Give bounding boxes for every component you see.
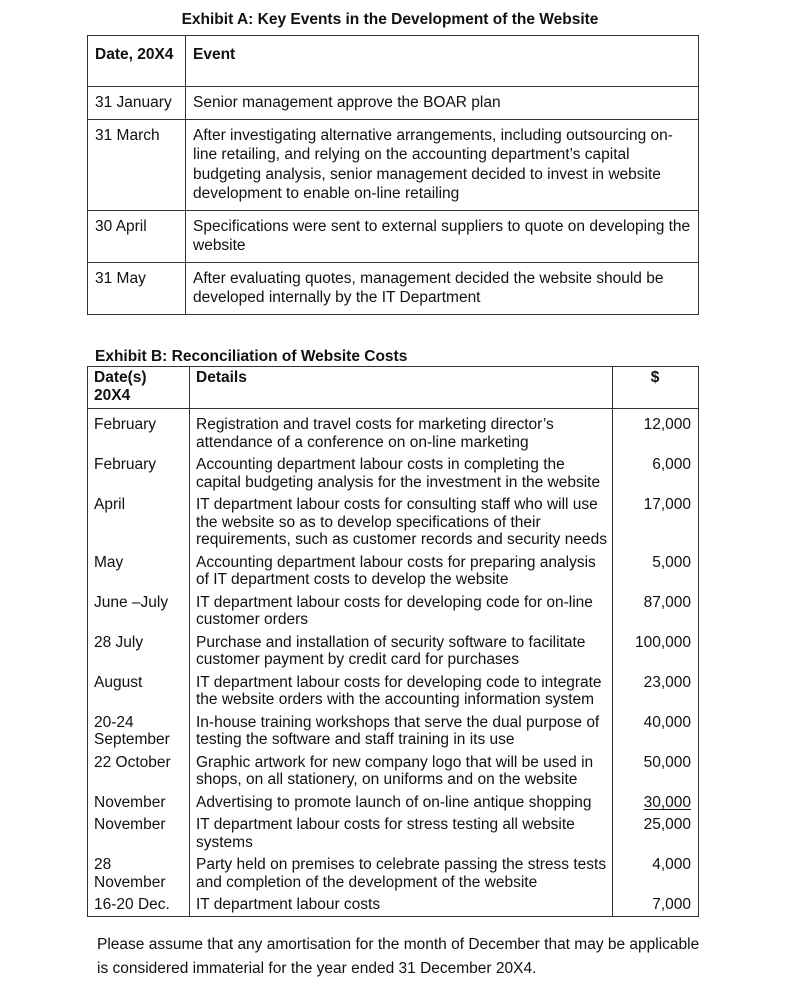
event-text: Senior management approve the BOAR plan: [186, 87, 699, 120]
header-dates: Date(s) 20X4: [88, 367, 190, 409]
cost-details: Party held on premises to celebrate passing the stress tests and completion of the development of the website: [190, 853, 613, 893]
cost-details: IT department labour costs for developing code to integrate the website orders with the accounting information system: [190, 671, 613, 711]
exhibit-a-table: [87, 35, 699, 315]
event-text: After evaluating quotes, management decided the website should be developed internally by the IT Department: [186, 262, 699, 314]
table-row: [88, 87, 699, 120]
cost-details: Registration and travel costs for marketing director’s attendance of a conference on on-line marketing: [190, 409, 613, 454]
header-details: Details: [190, 367, 613, 409]
cost-date: 16-20 Dec.: [88, 893, 190, 916]
cost-details: IT department labour costs for developing code for on-line customer orders: [190, 591, 613, 631]
table-header-row: [88, 36, 699, 87]
cost-details: Accounting department labour costs for preparing analysis of IT department costs to develop the website: [190, 551, 613, 591]
table-row: [88, 791, 699, 814]
cost-date: February: [88, 453, 190, 493]
exhibit-b-table: [87, 366, 699, 917]
table-row: [88, 813, 699, 853]
cost-amount: 7,000: [613, 893, 699, 916]
cost-date: 20-24 September: [88, 711, 190, 751]
cost-date: November: [88, 791, 190, 814]
table-row: [88, 119, 699, 210]
cost-details: Advertising to promote launch of on-line antique shopping: [190, 791, 613, 814]
table-row: [88, 262, 699, 314]
table-row: [88, 210, 699, 262]
table-row: [88, 711, 699, 751]
cost-date: 22 October: [88, 751, 190, 791]
table-row: [88, 591, 699, 631]
cost-date: August: [88, 671, 190, 711]
event-date: 31 March: [88, 119, 186, 210]
footnote: Please assume that any amortisation for the month of December that may be applicable is considered immaterial for the year ended 31 December 20X4.: [97, 936, 700, 977]
table-row: [88, 453, 699, 493]
cost-amount: 17,000: [613, 493, 699, 551]
cost-amount: 50,000: [613, 751, 699, 791]
cost-details: In-house training workshops that serve the dual purpose of testing the software and staff training in its use: [190, 711, 613, 751]
cost-details: Graphic artwork for new company logo that will be used in shops, on all stationery, on uniforms and on the website: [190, 751, 613, 791]
event-date: 31 January: [88, 87, 186, 120]
header-date: Date, 20X4: [88, 36, 186, 87]
table-row: [88, 493, 699, 551]
cost-amount: 5,000: [613, 551, 699, 591]
cost-amount: 6,000: [613, 453, 699, 493]
cost-amount: 100,000: [613, 631, 699, 671]
cost-date: June –July: [88, 591, 190, 631]
cost-amount: 40,000: [613, 711, 699, 751]
table-row: [88, 409, 699, 454]
cost-amount: 12,000: [613, 409, 699, 454]
cost-details: Purchase and installation of security software to facilitate customer payment by credit card for purchases: [190, 631, 613, 671]
cost-amount: 4,000: [613, 853, 699, 893]
table-row: [88, 551, 699, 591]
cost-date: 28 July: [88, 631, 190, 671]
table-header-row: [88, 367, 699, 409]
table-row: [88, 631, 699, 671]
cost-date: 28 November: [88, 853, 190, 893]
cost-date: May: [88, 551, 190, 591]
header-event: Event: [186, 36, 699, 87]
table-row: [88, 671, 699, 711]
cost-date: November: [88, 813, 190, 853]
cost-amount: 30,000: [613, 791, 699, 814]
event-text: Specifications were sent to external suppliers to quote on developing the website: [186, 210, 699, 262]
cost-details: Accounting department labour costs in completing the capital budgeting analysis for the investment in the website: [190, 453, 613, 493]
cost-date: February: [88, 409, 190, 454]
cost-amount: 25,000: [613, 813, 699, 853]
cost-details: IT department labour costs for stress testing all website systems: [190, 813, 613, 853]
table-row: [88, 893, 699, 916]
event-date: 31 May: [88, 262, 186, 314]
table-row: [88, 751, 699, 791]
cost-amount: 87,000: [613, 591, 699, 631]
exhibit-a-title: Exhibit A: Key Events in the Development of the Website: [181, 11, 599, 28]
event-date: 30 April: [88, 210, 186, 262]
cost-date: April: [88, 493, 190, 551]
event-text: After investigating alternative arrangements, including outsourcing on-line retailing, and relying on the accounting department’s capital budgeting analysis, senior management decided to invest in website development to enable on-line retailing: [186, 119, 699, 210]
header-amount: $: [613, 367, 699, 409]
exhibit-b-title: Exhibit B: Reconciliation of Website Costs: [95, 348, 408, 365]
cost-details: IT department labour costs for consulting staff who will use the website so as to develop specifications of their requirements, such as customer records and security needs: [190, 493, 613, 551]
cost-amount: 23,000: [613, 671, 699, 711]
table-row: [88, 853, 699, 893]
cost-details: IT department labour costs: [190, 893, 613, 916]
